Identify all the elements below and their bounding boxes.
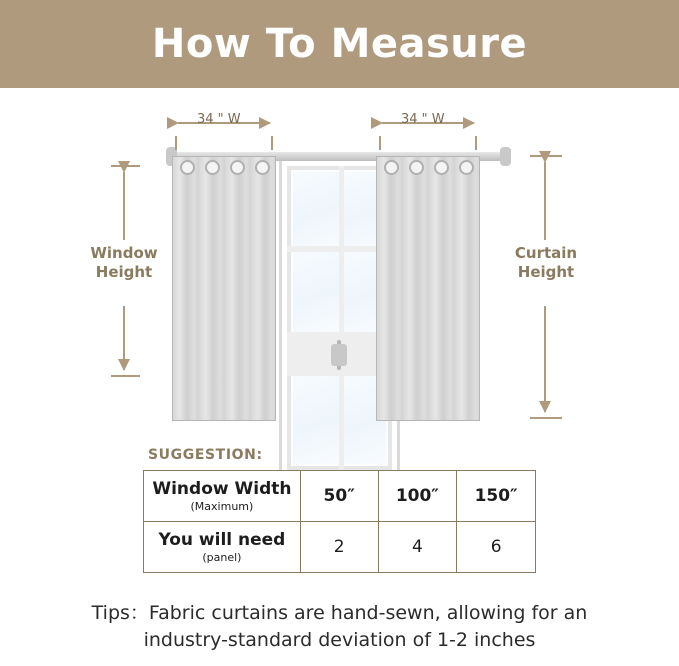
window-height-label-line2: Height [95,263,153,281]
table-row [144,522,536,573]
curtain-panel-left [172,156,276,421]
window-latch [331,344,347,366]
curtain-panel-right [376,156,480,421]
width-label-right: 34 " W [401,112,445,127]
grommet [230,160,245,175]
window-pane [293,376,339,464]
page-title: How To Measure [151,21,528,67]
window-height-label-line1: Window [90,244,158,262]
header-banner [0,0,679,88]
width-label-left: 34 " W [197,112,241,127]
panels-for-50: 2 [300,522,378,573]
tips-line-2: industry-standard deviation of 1-2 inches [143,629,536,651]
curtain-height-label-line1: Curtain [514,244,578,262]
window-pane [293,172,339,248]
window-width-50: 50″ [300,471,378,522]
window-mullion [339,376,344,470]
panels-for-150: 6 [457,522,536,573]
grommet [255,160,270,175]
row-header-main: You will need [158,530,286,550]
grommet [205,160,220,175]
grommet [384,160,399,175]
row-header-main: Window Width [152,479,292,499]
measurement-diagram [0,88,679,438]
curtain-height-label-line2: Height [517,263,575,281]
window-height-label [78,244,170,282]
row-header-sub: (panel) [202,551,242,564]
grommet [434,160,449,175]
grommet [459,160,474,175]
suggestion-label: SUGGESTION: [148,447,263,463]
row-header-panels-needed [144,522,301,573]
window-mullion [339,166,344,332]
grommet [180,160,195,175]
row-header-window-width [144,471,301,522]
tips-block [0,600,679,654]
panels-for-100: 4 [378,522,457,573]
window-width-100: 100″ [378,471,457,522]
grommet [409,160,424,175]
window-pane [293,252,339,332]
window-width-150: 150″ [457,471,536,522]
suggestion-table [143,470,536,573]
curtain-rod-finial-right [500,147,511,166]
tips-line-1: Fabric curtains are hand-sewn, allowing for an [148,602,588,624]
curtain-height-label [500,244,592,282]
row-header-sub: (Maximum) [190,500,254,513]
table-row [144,471,536,522]
tips-label: Tips： [91,602,149,624]
